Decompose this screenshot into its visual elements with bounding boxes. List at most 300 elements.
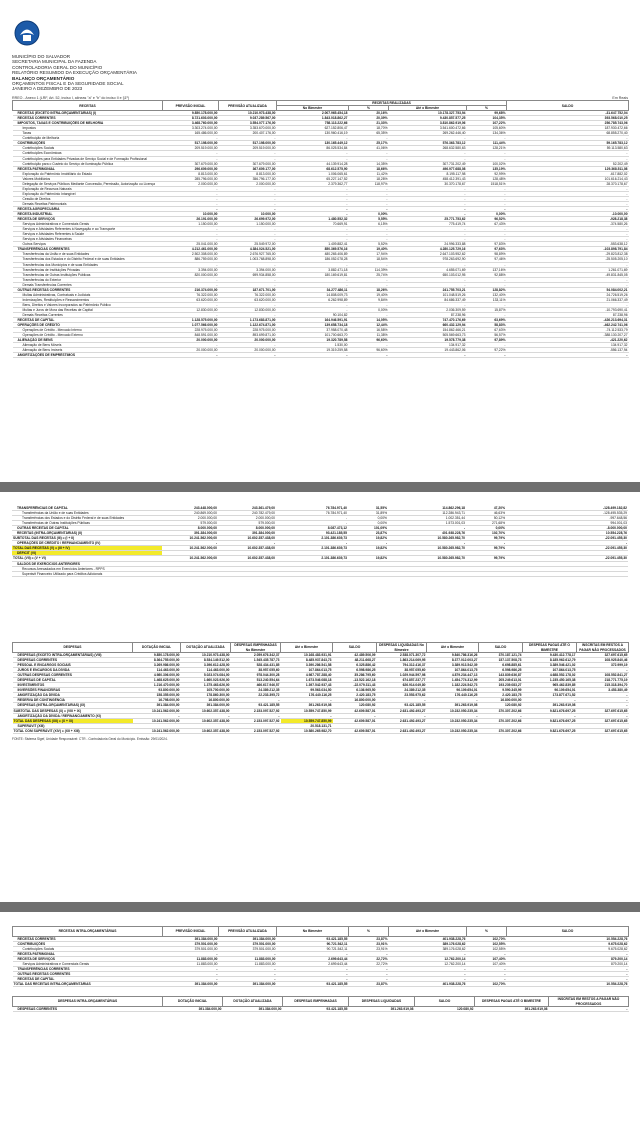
cell-value: 1.077.566.000,00	[163, 323, 219, 328]
cell-value: 391.384.000,00	[163, 982, 219, 987]
row-label: OUTRAS RECEITAS CORRENTES	[13, 287, 163, 292]
cell-value: 133,11%	[467, 297, 507, 302]
cell-value: -421.220,62	[507, 338, 629, 343]
cell-value: 2.000.000,00	[218, 516, 276, 521]
cell-value: -	[231, 713, 281, 718]
cell-value: 11.883.000,00	[219, 962, 277, 967]
cell-value: -	[219, 156, 277, 161]
cell-value: 102,70%	[467, 937, 507, 942]
cell-value: 107,22%	[467, 121, 507, 126]
cell-value: 34.277.486,11	[277, 287, 349, 292]
row-label: Demais Receitas Correntes	[13, 312, 163, 317]
cell-value: 794.312.416,37	[377, 663, 427, 668]
cell-value: 893.699.871,00	[219, 333, 277, 338]
cell-value: 6.262.998,89	[277, 297, 349, 302]
cell-value: 8.813.000,00	[163, 171, 219, 176]
col-header: DESPESAS EMPENHADAS No Bimestre	[231, 643, 281, 653]
cell-value: 850.369.576,16	[277, 247, 349, 252]
row-label: Alienação de Bens Imóveis	[13, 348, 163, 353]
row-label: Recursos Arrecadados em Exercícios Anteriores - RPPS	[12, 566, 162, 571]
cell-value: 6.698.885,61	[479, 663, 523, 668]
cell-value: 11.883.000,00	[219, 957, 277, 962]
row-label: Contribuições Econômicas	[13, 151, 163, 156]
cell-value: 1.454.774.312,99	[427, 678, 479, 683]
cell-value: 173.877.671,52	[523, 693, 577, 698]
cell-value: -	[349, 353, 389, 358]
cell-value: -	[219, 227, 277, 232]
cell-value: 58,83%	[467, 323, 507, 328]
cell-value: 391.384.000,00	[218, 531, 276, 536]
cell-value: -	[389, 201, 467, 206]
cell-value: 3.882.471,18	[277, 267, 349, 272]
row-label: AMORTIZAÇÃO DA DÍVIDA / REFINANCIAMENTO (XI)	[13, 713, 133, 718]
cell-value: -	[467, 312, 507, 317]
cell-value: -	[163, 302, 219, 307]
cell-value: 5.023.074.084,00	[181, 673, 231, 678]
cell-value: -	[348, 541, 388, 546]
cell-value: 19,82%	[348, 546, 388, 551]
cell-value: 879.200,14	[507, 962, 629, 967]
row-label: Valores Mobiliários	[13, 176, 163, 181]
cell-value: 18,66%	[349, 166, 389, 171]
row-label: ALIENAÇÃO DE BENS	[13, 338, 163, 343]
row-label: Contribuições para Entidades Privadas de Serviço Social e de Formação Profissional	[13, 156, 163, 161]
row-label: Delegação de Serviços Públicos Mediante Concessão, Permissão, Autorização ou Licença	[13, 181, 163, 186]
cell-value: -	[219, 977, 277, 982]
row-label: OPERAÇÕES DE CRÉDITO / REFINANCIAMENTO (IV)	[12, 541, 162, 546]
cell-value: 3.396.612.428,00	[181, 663, 231, 668]
cell-value: 10.241.562.000,00	[162, 536, 218, 541]
cell-value: -	[349, 967, 389, 972]
cell-value: -	[427, 698, 479, 703]
cell-value: 994.001,03	[506, 521, 628, 526]
cell-value: 107,40%	[467, 962, 507, 967]
intra-revenue-header-row	[13, 927, 629, 937]
cell-value: 20.000.000,00	[163, 338, 219, 343]
col-group-header: RECEITAS REALIZADAS	[277, 101, 507, 106]
cell-value: -	[427, 713, 479, 718]
col-header: DESPESAS INTRA-ORÇAMENTÁRIAS	[13, 997, 163, 1007]
cell-value: 216.374.000,00	[163, 287, 219, 292]
cell-value: -	[507, 237, 629, 242]
cell-value: 22,72%	[349, 957, 389, 962]
col-header: SALDO	[479, 643, 523, 653]
cell-value: 114.862.296,18	[388, 506, 466, 511]
header-line: CONTROLADORIA GERAL DO MUNICÍPIO	[12, 64, 103, 70]
cell-value: -	[163, 227, 219, 232]
cell-value: 370.307.202,66	[479, 718, 523, 723]
cell-value: -	[277, 952, 349, 957]
cell-value: -	[349, 196, 389, 201]
row-label: RECEITAS (INTRA-ORÇAMENTÁRIAS) (II)	[12, 531, 162, 536]
cell-value: 24.389.212,35	[377, 688, 427, 693]
cell-value: -	[163, 972, 219, 977]
cell-value: 370.187.121,74	[479, 653, 523, 658]
cell-value: -8.000.000,00	[506, 526, 628, 531]
cell-value: 209.519.000,00	[219, 146, 277, 151]
cell-value: 0,00%	[348, 516, 388, 521]
cell-value: 20.000.000,00	[219, 348, 277, 353]
cell-value: -	[219, 237, 277, 242]
cell-value: 2.631.492.493,27	[377, 728, 427, 733]
cell-value: 2.153.097.527,92	[231, 718, 281, 723]
row-label: Demais Transferências Correntes	[13, 282, 163, 287]
cell-value: 23.553.975,62	[377, 693, 427, 698]
cell-value: 1.003.768.898,00	[219, 257, 277, 262]
cell-value: 12.762.200,14	[389, 957, 467, 962]
cell-value: -	[389, 196, 467, 201]
cell-value: 1.843.018.862,27	[277, 116, 349, 121]
cell-value: 12.830.000,00	[163, 307, 219, 312]
cell-value: 11.883.000,00	[163, 962, 219, 967]
cell-value: 96,60%	[349, 348, 389, 353]
row-label: RECEITAS DE CAPITAL	[13, 318, 163, 323]
col-header: RECEITAS	[13, 101, 163, 111]
cell-value: 9.840.786.316,26	[427, 653, 479, 658]
cell-value: 10.602.357.438,00	[181, 718, 231, 723]
cell-value: -	[349, 952, 389, 957]
row-label: IMPOSTOS, TAXAS E CONTRIBUIÇÕES DE MELHORIA	[13, 121, 163, 126]
cell-value: 2.631.492.493,27	[377, 708, 427, 713]
currency-unit: Em Reais	[612, 96, 628, 100]
cell-value: -74.112.533,79	[507, 328, 629, 333]
cell-value: 627.152.806,47	[277, 126, 349, 131]
revenue-table-continued	[12, 506, 628, 577]
row-label: Serviços e Atividades Referentes à Navegação e ao Transporte	[13, 227, 163, 232]
cell-value: 1.173.683.871,00	[219, 318, 277, 323]
cell-value: -	[218, 541, 276, 546]
cell-value: 132,40%	[467, 292, 507, 297]
col-header: INSCRITAS EM RESTOS A PAGAR NÃO PROCESSADOS	[549, 997, 629, 1007]
cell-value: 105.700.000,00	[181, 688, 231, 693]
cell-value: 99.563.034,50	[281, 688, 333, 693]
cell-value: 401.938.228,76	[389, 937, 467, 942]
cell-value: -	[507, 262, 629, 267]
cell-value: -	[333, 713, 377, 718]
cell-value: 391.384.000,00	[219, 937, 277, 942]
cell-value: -	[467, 353, 507, 358]
cell-value: 391.384.000,00	[163, 1007, 223, 1012]
cell-value: 68.612.575,90	[277, 166, 349, 171]
col-header: RECEITAS INTRA-ORÇAMENTÁRIAS	[13, 927, 163, 937]
row-label: AMORTIZAÇÃO DA DÍVIDA	[13, 693, 133, 698]
expense-table-body	[13, 653, 629, 734]
cell-value: 10.232.050.235,34	[427, 728, 479, 733]
cell-value: 243.448.000,00	[162, 506, 218, 511]
cell-value: -	[219, 277, 277, 282]
cell-value: 10.554.228,76	[507, 982, 629, 987]
cell-value: 47,20%	[466, 506, 506, 511]
cell-value: 104,35%	[467, 116, 507, 121]
cell-value: 1.863.214.069,95	[377, 658, 427, 663]
cell-value: 76.322.000,00	[163, 292, 219, 297]
cell-value: -	[163, 952, 219, 957]
cell-value: -22.091.455,30	[506, 546, 628, 551]
cell-value: 228.975.000,00	[219, 328, 277, 333]
cell-value: -13.522.162,18	[333, 678, 377, 683]
cell-value: 16.800.000,00	[479, 698, 523, 703]
cell-value: 114.463.000,00	[181, 668, 231, 673]
cell-value: 14.808.009,73	[277, 292, 349, 297]
cell-value: 111,44%	[467, 141, 507, 146]
cell-value: 699.934.858,00	[219, 272, 277, 277]
col-header: DESPESAS LIQUIDADAS	[349, 997, 415, 1007]
cell-value: -	[389, 353, 467, 358]
cell-value: -426.213.694,31	[507, 318, 629, 323]
cell-value: 1518,51%	[467, 181, 507, 186]
cell-value: 16.800.000,00	[333, 698, 377, 703]
cell-value: 10.580.265.982,70	[388, 536, 466, 541]
col-header: PREVISÃO INICIAL	[163, 101, 219, 111]
cell-value: -	[163, 312, 219, 317]
cell-value	[388, 571, 466, 576]
cell-value: 19.320.789,58	[277, 338, 349, 343]
cell-value: -	[388, 541, 466, 546]
cell-value: -	[389, 952, 467, 957]
header-line: SECRETARIA MUNICIPAL DA FAZENDA	[12, 59, 97, 65]
cell-value: 10.241.562.000,00	[133, 708, 181, 713]
cell-value: 391.384.000,00	[223, 1007, 283, 1012]
cell-value: -	[349, 237, 389, 242]
cell-value: -	[389, 262, 467, 267]
cell-value: 8.364.755.000,00	[133, 658, 181, 663]
row-label: RECEITAS CORRENTES	[13, 116, 163, 121]
report-page-1	[0, 0, 640, 482]
cell-value: -	[163, 237, 219, 242]
cell-value: -103.898.791,84	[507, 247, 629, 252]
cell-value: -128.499.182,82	[506, 506, 628, 511]
cell-value: 978.263.692,90	[389, 257, 467, 262]
cell-value: 9.821.676.697,25	[523, 708, 577, 713]
cell-value: 87.238,96	[389, 312, 467, 317]
cell-value: 8.813.000,00	[219, 171, 277, 176]
row-label: Serviços e Atividades Financeiras	[13, 237, 163, 242]
cell-value: 158.355.000,00	[133, 693, 181, 698]
cell-value: 3.394.000,00	[163, 267, 219, 272]
cell-value: -	[219, 136, 277, 141]
cell-value: -22.091.455,30	[506, 556, 628, 561]
col-header: DESPESAS PAGAS ATÉ O BIMESTRE	[475, 997, 549, 1007]
cell-value: 59.165.783,12	[507, 141, 629, 146]
cell-value: -	[277, 232, 349, 237]
cell-value: -	[219, 312, 277, 317]
cell-value: 391.384.000,00	[162, 531, 218, 536]
cell-value: 139.658.734,18	[277, 323, 349, 328]
cell-value: 0,00%	[349, 307, 389, 312]
cell-value: -	[277, 972, 349, 977]
cell-value: 2.631.492.493,27	[377, 718, 427, 723]
col-header: INSCRITAS EM RESTOS A PAGAR NÃO PROCESSADOS	[577, 643, 629, 653]
cell-value: 2.101.386.639,73	[276, 546, 348, 551]
col-header: %	[349, 106, 389, 111]
row-label: Transferências dos Estados e do Distrito Federal e de suas Entidades	[12, 516, 162, 521]
cell-value: -	[389, 972, 467, 977]
cell-value: 9.590.345,99	[479, 688, 523, 693]
cell-value: -	[219, 972, 277, 977]
cell-value: 21,33%	[349, 121, 389, 126]
header-line: BALANÇO ORÇAMENTÁRIO	[12, 75, 75, 81]
cell-value: 389.176.028,62	[389, 947, 467, 952]
cell-value: 22,72%	[349, 962, 389, 967]
cell-value: -	[349, 136, 389, 141]
cell-value: 2.000.000,00	[163, 181, 219, 186]
cell-value: -	[349, 156, 389, 161]
cell-value: -	[389, 156, 467, 161]
cell-value: 307.731.202,49	[389, 161, 467, 166]
cell-value: 128,82%	[467, 287, 507, 292]
cell-value: -	[276, 516, 348, 521]
cell-value: 176.440.116,25	[281, 693, 333, 698]
cell-value: -	[349, 227, 389, 232]
cell-value: -	[467, 277, 507, 282]
cell-value: -	[467, 282, 507, 287]
cell-value: -	[389, 151, 467, 156]
cell-value: 93.421.185,55	[276, 531, 348, 536]
cell-value: 18,28%	[349, 176, 389, 181]
cell-value: -	[507, 156, 629, 161]
cell-value: 67,63%	[467, 328, 507, 333]
cell-value: -128.495.535,29	[506, 511, 628, 516]
cell-value: 23,87%	[348, 531, 388, 536]
expense-table	[12, 642, 629, 734]
cell-value: 96.109.654,01	[427, 688, 479, 693]
row-label: DESPESAS CORRENTES	[13, 1007, 163, 1012]
row-label: TOTAL DAS RECEITAS INTRA-ORÇAMENTÁRIAS	[13, 982, 163, 987]
cell-value: -	[163, 967, 219, 972]
cell-value: 6.598.986,25	[479, 668, 523, 673]
cell-value: -10.000,00	[507, 212, 629, 217]
cell-value: 228.975.000,00	[163, 328, 219, 333]
cell-value: 848.591.000,00	[163, 333, 219, 338]
cell-value: -	[349, 262, 389, 267]
cell-value: 6.136.965,50	[333, 688, 377, 693]
cell-value: 1.530,00	[277, 343, 349, 348]
cell-value: -	[219, 151, 277, 156]
cell-value: -	[219, 343, 277, 348]
cell-value: 102,70%	[466, 531, 506, 536]
cell-value: 2.007.965.454,18	[277, 111, 349, 116]
col-header: PREVISÃO ATUALIZADA	[219, 101, 277, 111]
cell-value: 3.541.600.472,66	[389, 126, 467, 131]
cell-value: 1.150.000,00	[163, 222, 219, 227]
cell-value: 186.052.078,28	[277, 257, 349, 262]
cell-value: 130.960.416,19	[277, 131, 349, 136]
cell-value: -	[507, 136, 629, 141]
cell-value: 10.178.327.753,94	[389, 111, 467, 116]
cell-value: -	[219, 353, 277, 358]
cell-value	[162, 571, 218, 576]
cell-value: 76.784.971,40	[276, 511, 348, 516]
row-label: AMORTIZAÇÕES DE EMPRÉSTIMOS	[13, 353, 163, 358]
cell-value: -	[163, 262, 219, 267]
cell-value: 23,87%	[349, 982, 389, 987]
table-row	[12, 571, 628, 576]
row-label: SUPERÁVIT (XIII)	[13, 723, 133, 728]
cell-value: 505.569.663,73	[389, 333, 467, 338]
cell-value: 327.697.615,65	[577, 708, 629, 713]
cell-value: 391.263.919,08	[349, 1007, 415, 1012]
cell-value: 660.432.129,94	[389, 323, 467, 328]
cell-value: 9.675.028,62	[507, 947, 629, 952]
cell-value: 42.609.587,01	[333, 708, 377, 713]
row-label: Taxas	[13, 131, 163, 136]
cell-value: 97,22%	[467, 348, 507, 353]
cell-value: -	[277, 237, 349, 242]
cell-value: 42.609.587,01	[333, 718, 377, 723]
cell-value: -	[389, 977, 467, 982]
cell-value: 38.957.055,60	[377, 668, 427, 673]
cell-value: -	[349, 277, 389, 282]
cell-value: 10.580.265.982,70	[281, 728, 333, 733]
table-row	[13, 728, 629, 733]
cell-value: 6,15%	[349, 222, 389, 227]
cell-value: 8.485.937.843,73	[281, 658, 333, 663]
cell-value: 10.602.357.438,00	[218, 536, 276, 541]
cell-value: -10.793.690,41	[507, 307, 629, 312]
cell-value: -	[133, 713, 181, 718]
cell-value: -	[467, 967, 507, 972]
cell-value: 6.325.886,42	[333, 663, 377, 668]
cell-value: -	[277, 353, 349, 358]
cell-value: 105,60%	[467, 126, 507, 131]
cell-value: 1.409.882,41	[277, 242, 349, 247]
cell-value: 86.025.534,84	[277, 146, 349, 151]
cell-value: 215.318.394,70	[577, 683, 629, 688]
row-label: Transferências de Instituições Privadas	[13, 267, 163, 272]
cell-value: -	[277, 186, 349, 191]
report-page-2	[0, 492, 640, 902]
cell-value: 10.559.747.850,99	[281, 718, 333, 723]
cell-value: 209.519.000,00	[163, 146, 219, 151]
cell-value: 2.153.097.527,92	[231, 728, 281, 733]
cell-value: 391.263.919,08	[427, 703, 479, 708]
cell-value: 379.501.000,00	[163, 947, 219, 952]
cell-value: -	[389, 232, 467, 237]
cell-value: -	[163, 196, 219, 201]
cell-value: 8.185.962.612,79	[523, 658, 577, 663]
cell-value: -	[277, 977, 349, 982]
cell-value: -	[219, 967, 277, 972]
cell-value: 93.421.185,55	[277, 982, 349, 987]
footnote: FONTE: Sistema Sigef, Unidade Responsável: CTR - Controladoria Geral do Município. Emissão: 29/01/2024.	[12, 737, 168, 741]
cell-value: -	[277, 201, 349, 206]
row-label: SALDOS DE EXERCÍCIOS ANTERIORES	[12, 561, 162, 566]
revenue-table-body	[13, 111, 629, 358]
row-label: RECEITA INDUSTRIAL	[13, 212, 163, 217]
cell-value: 372.999,19	[577, 663, 629, 668]
cell-value: 90.721.542,11	[277, 947, 349, 952]
cell-value: 4.980.306.000,00	[133, 673, 181, 678]
cell-value: -	[467, 972, 507, 977]
cell-value: -997.648,56	[506, 516, 628, 521]
cell-value: 9.821.676.697,25	[523, 728, 577, 733]
cell-value: 65.227.147,52	[277, 176, 349, 181]
cell-value: -	[219, 191, 277, 196]
cell-value: 97,83%	[467, 242, 507, 247]
cell-value: 10.602.357.438,00	[218, 556, 276, 561]
cell-value: -	[467, 343, 507, 348]
legal-reference: RREO - Anexo 1 (LRF, Art. 52, inciso I, alíneas "a" e "b" do inciso II e §1º)	[12, 96, 130, 100]
row-label: Serviços Administrativos e Comerciais Gerais	[13, 962, 163, 967]
cell-value: 1.216.470.000,00	[133, 683, 181, 688]
cell-value: 67,43%	[467, 222, 507, 227]
cell-value: -	[219, 262, 277, 267]
cell-value: -462.242.741,06	[507, 323, 629, 328]
cell-value: 10.210.973.438,00	[219, 111, 277, 116]
cell-value: -	[507, 196, 629, 201]
cell-value: 1.660.023.926,00	[181, 678, 231, 683]
cell-value: 391.384.000,00	[181, 703, 231, 708]
